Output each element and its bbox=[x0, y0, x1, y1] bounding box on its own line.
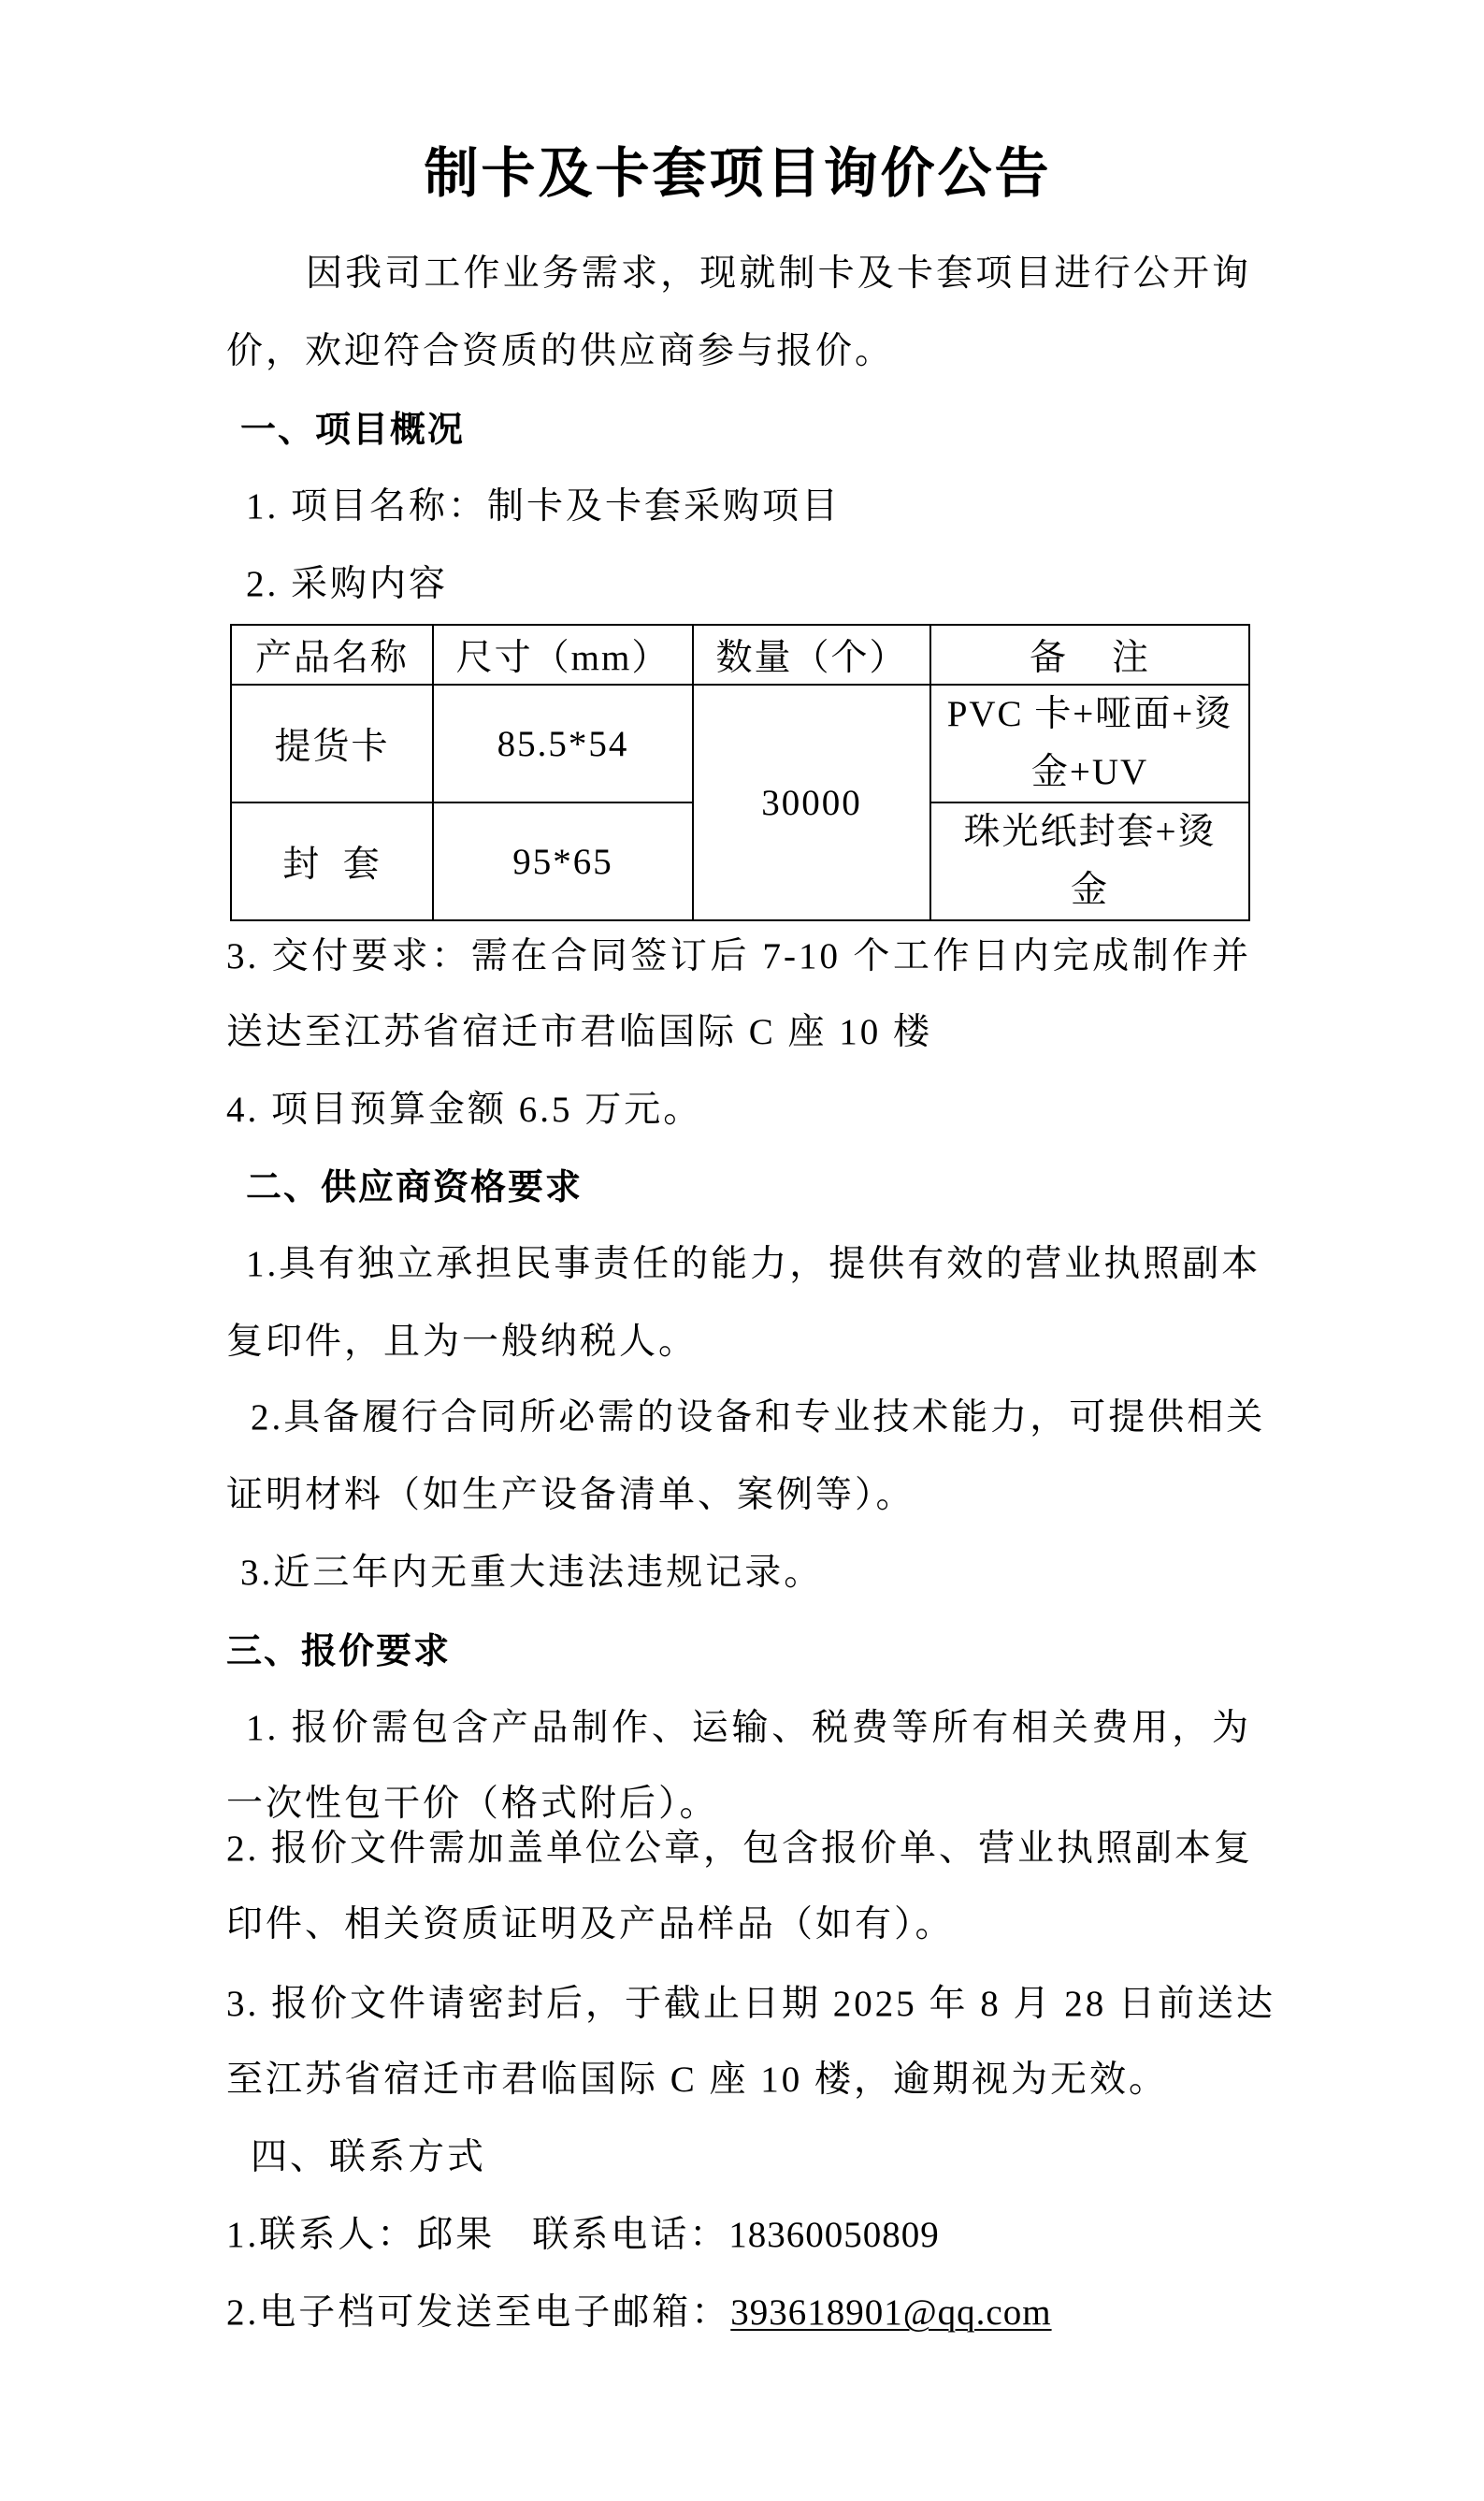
quotation-line: 至江苏省宿迁市君临国际 C 座 10 楼，逾期视为无效。 bbox=[226, 2060, 1169, 2100]
product-name: 提货卡 bbox=[274, 727, 390, 767]
header-product-name: 产品名称 bbox=[254, 638, 409, 678]
section-heading-project-overview: 一、项目概况 bbox=[240, 409, 466, 450]
header-cell-remark bbox=[930, 625, 1249, 685]
budget-line: 4. 项目预算金额 6.5 万元。 bbox=[226, 1090, 703, 1130]
contact-line bbox=[226, 2212, 940, 2259]
page-title: 制卡及卡套项目询价公告 bbox=[424, 143, 1052, 204]
header-remark: 备 注 bbox=[1029, 638, 1150, 678]
qualification-line: 2.具备履行合同所必需的设备和专业技术能力，可提供相关 bbox=[251, 1397, 1266, 1438]
quantity-cell bbox=[693, 685, 930, 920]
qualification-line: 复印件，且为一般纳税人。 bbox=[226, 1322, 699, 1362]
remark-line: 金+UV bbox=[1030, 752, 1149, 792]
intro-line: 价，欢迎符合资质的供应商参与报价。 bbox=[226, 331, 895, 371]
product-size: 85.5*54 bbox=[497, 723, 629, 764]
qualification-line: 1.具有独立承担民事责任的能力，提供有效的营业执照副本 bbox=[246, 1244, 1261, 1284]
quotation-line: 1. 报价需包含产品制作、运输、税费等所有相关费用，为 bbox=[246, 1708, 1251, 1748]
section-heading-supplier-qualification: 二、供应商资格要求 bbox=[246, 1166, 584, 1207]
phone-number: 18360050809 bbox=[728, 2215, 940, 2255]
table-header-row bbox=[231, 625, 1249, 685]
remark-cell bbox=[930, 685, 1249, 802]
product-cell bbox=[231, 802, 433, 920]
delivery-requirement-line: 送达至江苏省宿迁市君临国际 C 座 10 楼 bbox=[226, 1012, 933, 1052]
intro-line: 因我司工作业务需求，现就制卡及卡套项目进行公开询 bbox=[306, 253, 1251, 294]
project-name-line: 1. 项目名称：制卡及卡套采购项目 bbox=[246, 486, 842, 527]
remark-cell bbox=[930, 802, 1249, 920]
quantity-value: 30000 bbox=[761, 782, 862, 823]
phone-label: 联系电话： bbox=[532, 2215, 729, 2255]
delivery-requirement-line: 3. 交付要求：需在合同签订后 7-10 个工作日内完成制作并 bbox=[226, 936, 1251, 976]
email-link[interactable]: 393618901@qq.com bbox=[730, 2292, 1052, 2333]
header-cell-quantity bbox=[693, 625, 930, 685]
remark-line: 金 bbox=[1070, 870, 1109, 910]
contact-person-label: 1.联系人： bbox=[226, 2215, 417, 2255]
quotation-line: 3. 报价文件请密封后，于截止日期 2025 年 8 月 28 日前送达 bbox=[226, 1984, 1276, 2024]
quotation-line: 2. 报价文件需加盖单位公章，包含报价单、营业执照副本复 bbox=[226, 1829, 1254, 1869]
qualification-line: 3.近三年内无重大违法违规记录。 bbox=[240, 1553, 824, 1593]
quotation-line: 一次性包干价（格式附后）。 bbox=[226, 1784, 719, 1824]
email-line bbox=[226, 2290, 1052, 2336]
product-cell bbox=[231, 685, 433, 802]
email-label: 2.电子档可发送至电子邮箱： bbox=[226, 2292, 731, 2333]
header-cell-product bbox=[231, 625, 433, 685]
header-size: 尺寸（mm） bbox=[455, 638, 670, 678]
remark-line: PVC 卡+哑面+烫 bbox=[946, 694, 1233, 734]
qualification-line: 证明材料（如生产设备清单、案例等）。 bbox=[226, 1475, 915, 1515]
quotation-line: 印件、相关资质证明及产品样品（如有）。 bbox=[226, 1904, 955, 1944]
product-size: 95*65 bbox=[512, 841, 613, 882]
header-cell-size bbox=[433, 625, 693, 685]
procurement-content-label: 2. 采购内容 bbox=[246, 564, 449, 604]
contact-person-name: 邱果 bbox=[416, 2215, 496, 2255]
product-name: 封 套 bbox=[282, 845, 382, 885]
header-quantity: 数量（个） bbox=[715, 638, 908, 678]
table-row bbox=[231, 685, 1249, 802]
section-heading-quotation-requirements: 三、报价要求 bbox=[226, 1630, 452, 1671]
size-cell bbox=[433, 685, 693, 802]
procurement-table bbox=[230, 624, 1250, 921]
remark-line: 珠光纸封套+烫 bbox=[963, 812, 1217, 852]
size-cell bbox=[433, 802, 693, 920]
section-heading-contact: 四、联系方式 bbox=[251, 2137, 487, 2177]
